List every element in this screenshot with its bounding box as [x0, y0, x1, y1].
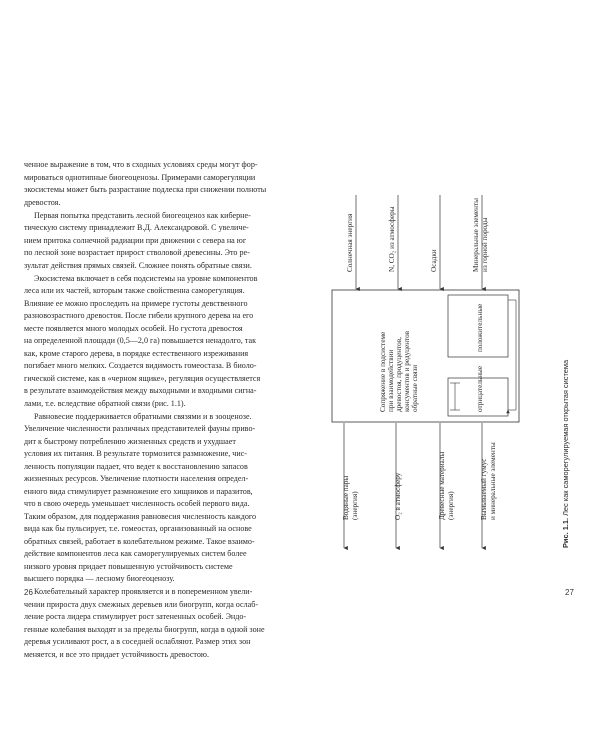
- positive-feedback-label: положительные: [476, 303, 484, 352]
- center-label: обратные связи: [411, 364, 419, 412]
- text-line: деревья усиливают рост, а в соседней ослабляют. Размер этих зон: [24, 637, 251, 646]
- system-box: [332, 290, 519, 422]
- text-line: месте появляется много молодых особей. Но густота древостоя: [24, 323, 243, 333]
- text-line: что в свою очередь уменьшает численность особей первого вида.: [24, 499, 250, 508]
- center-label: консументов и редуцентов: [403, 330, 411, 412]
- input-label: Минеральные элементы: [472, 198, 480, 272]
- text-line: чении прироста двух смежных деревьев или биогрупп, когда ослаб-: [24, 599, 259, 609]
- input-label: N, CO₂ из атмосферы: [388, 206, 396, 272]
- text-line: на определенной площади (0,5—2,0 га) повышается ненадолго, так: [24, 336, 257, 345]
- text-line: гической системе, как в «черном ящике», регуляция осуществляется: [24, 373, 261, 383]
- text-line: меняется, и все это придает устойчивость древостою.: [24, 649, 209, 659]
- text-line: условия их питания. В результате тормозится размножение, чис-: [24, 449, 247, 458]
- text-line: как, кроме старого дерева, в порядке естественного изреживания: [24, 348, 249, 358]
- text-line: енного вида стимулирует размножение его хищников и паразитов,: [24, 486, 253, 496]
- text-line: Первая попытка представить лесной биогеоценоз как киберне-: [34, 210, 251, 220]
- text-line: погибает много мелких. Создается видимость гомеостаза. В биоло-: [24, 361, 257, 370]
- paragraph: [24, 273, 286, 411]
- text-line: ченное выражение в том, что в сходных условиях среды могут фор-: [24, 160, 258, 169]
- text-line: жизненных ресурсов. Увеличение плотности населения определ-: [24, 474, 249, 483]
- text-line: в результате взаимодействия между выходными и входными сигна-: [24, 386, 257, 395]
- text-line: Влияние ее можно проследить на примере густоты девственного: [24, 298, 248, 308]
- text-line: ленность популяции падает, что ведет к восстановлению запасов: [24, 461, 248, 471]
- text-line: тическую систему принадлежит В.Д. Александровой. С увеличе-: [24, 223, 249, 232]
- text-line: экосистемы может быть разрастание подлеска при снижении полноты: [24, 185, 267, 194]
- output-label: и минеральные элементы: [489, 442, 497, 520]
- text-line: обратных связей, работает в колебательном режиме. Такое взаимо-: [24, 536, 255, 546]
- paragraph: [24, 159, 286, 209]
- page-number-left: 26: [24, 588, 33, 597]
- text-line: древостоя.: [24, 197, 61, 207]
- text-line: вида как бы пульсирует, т.е. гомеостаз, организованный на основе: [24, 524, 252, 533]
- text-line: Экосистема включает в себя подсистемы на уровне компонентов: [34, 273, 258, 283]
- output-label: (энергия): [351, 491, 359, 520]
- text-line: Таким образом, для поддержания равновесия численность каждого: [24, 511, 257, 521]
- text-line: низкого уровня придает повышенную устойчивость системе: [24, 561, 233, 571]
- text-line: ление роста лидера стимулирует рост затененных особей. Эндо-: [24, 612, 247, 621]
- figure-title: Лес как саморегулируемая открытая система: [561, 359, 570, 518]
- paragraph: [24, 586, 286, 661]
- output-label: O₂ в атмосферу: [394, 472, 402, 520]
- page-number-right: 27: [565, 588, 574, 597]
- text-line: по лесной зоне возрастает прирост стволовой древесины. Это ре-: [24, 248, 250, 257]
- paragraph: [24, 210, 286, 273]
- text-line: разновозрастного древостоя. После гибели крупного дерева на его: [24, 311, 254, 320]
- input-label: из горной породы: [481, 217, 489, 272]
- text-line: Колебательный характер проявляется и в попеременном увели-: [34, 587, 253, 596]
- figure-caption: [561, 359, 570, 548]
- right-page: [300, 0, 600, 750]
- center-label: древостоя, продуцентов,: [395, 337, 403, 412]
- text-line: генные колебания выходят и за пределы биогрупп, когда в одной зоне: [24, 624, 265, 634]
- feedback-diagram-figure: [300, 0, 600, 750]
- output-label: Древесные материалы: [438, 451, 446, 520]
- text-line: нием притока солнечной радиации при движении с севера на юг: [24, 235, 247, 245]
- output-label: Водяные пары: [342, 475, 350, 520]
- text-line: Равновесие поддерживается обратными связями и в зооценозе.: [34, 411, 252, 421]
- text-line: дит к быстрому потреблению жизненных средств и ухудшает: [24, 436, 236, 446]
- paragraph: [24, 411, 286, 586]
- input-label: Солнечная энергия: [346, 213, 354, 272]
- text-line: зультат действия прямых связей. Сложнее понять обратные связи.: [24, 260, 252, 270]
- input-label: Осадки: [430, 249, 438, 272]
- figure-number: Рис. 1.1.: [561, 517, 570, 548]
- text-line: лами, т.е. вследствие обратной связи (рис. 1.1).: [24, 398, 186, 408]
- text-line: Увеличение численности различных представителей фауны приво-: [24, 424, 256, 433]
- output-label: Вымываемый гумус: [480, 458, 488, 520]
- negative-feedback-label: отрицательные: [476, 365, 484, 412]
- text-line: леса или их частей, которым также свойственна саморегуляция.: [24, 286, 245, 295]
- text-line: высшего порядка — лесному биогеоценозу.: [24, 574, 175, 583]
- text-line: действие компонентов леса как саморегулируемых систем более: [24, 549, 247, 558]
- center-label: при взаимодействии: [387, 349, 395, 412]
- output-label: (энергия): [447, 491, 455, 520]
- text-line: мироваться однотипные биогеоценозы. Примерами саморегуляции: [24, 172, 256, 182]
- center-label: Сопряжение в подсистеме: [379, 331, 387, 412]
